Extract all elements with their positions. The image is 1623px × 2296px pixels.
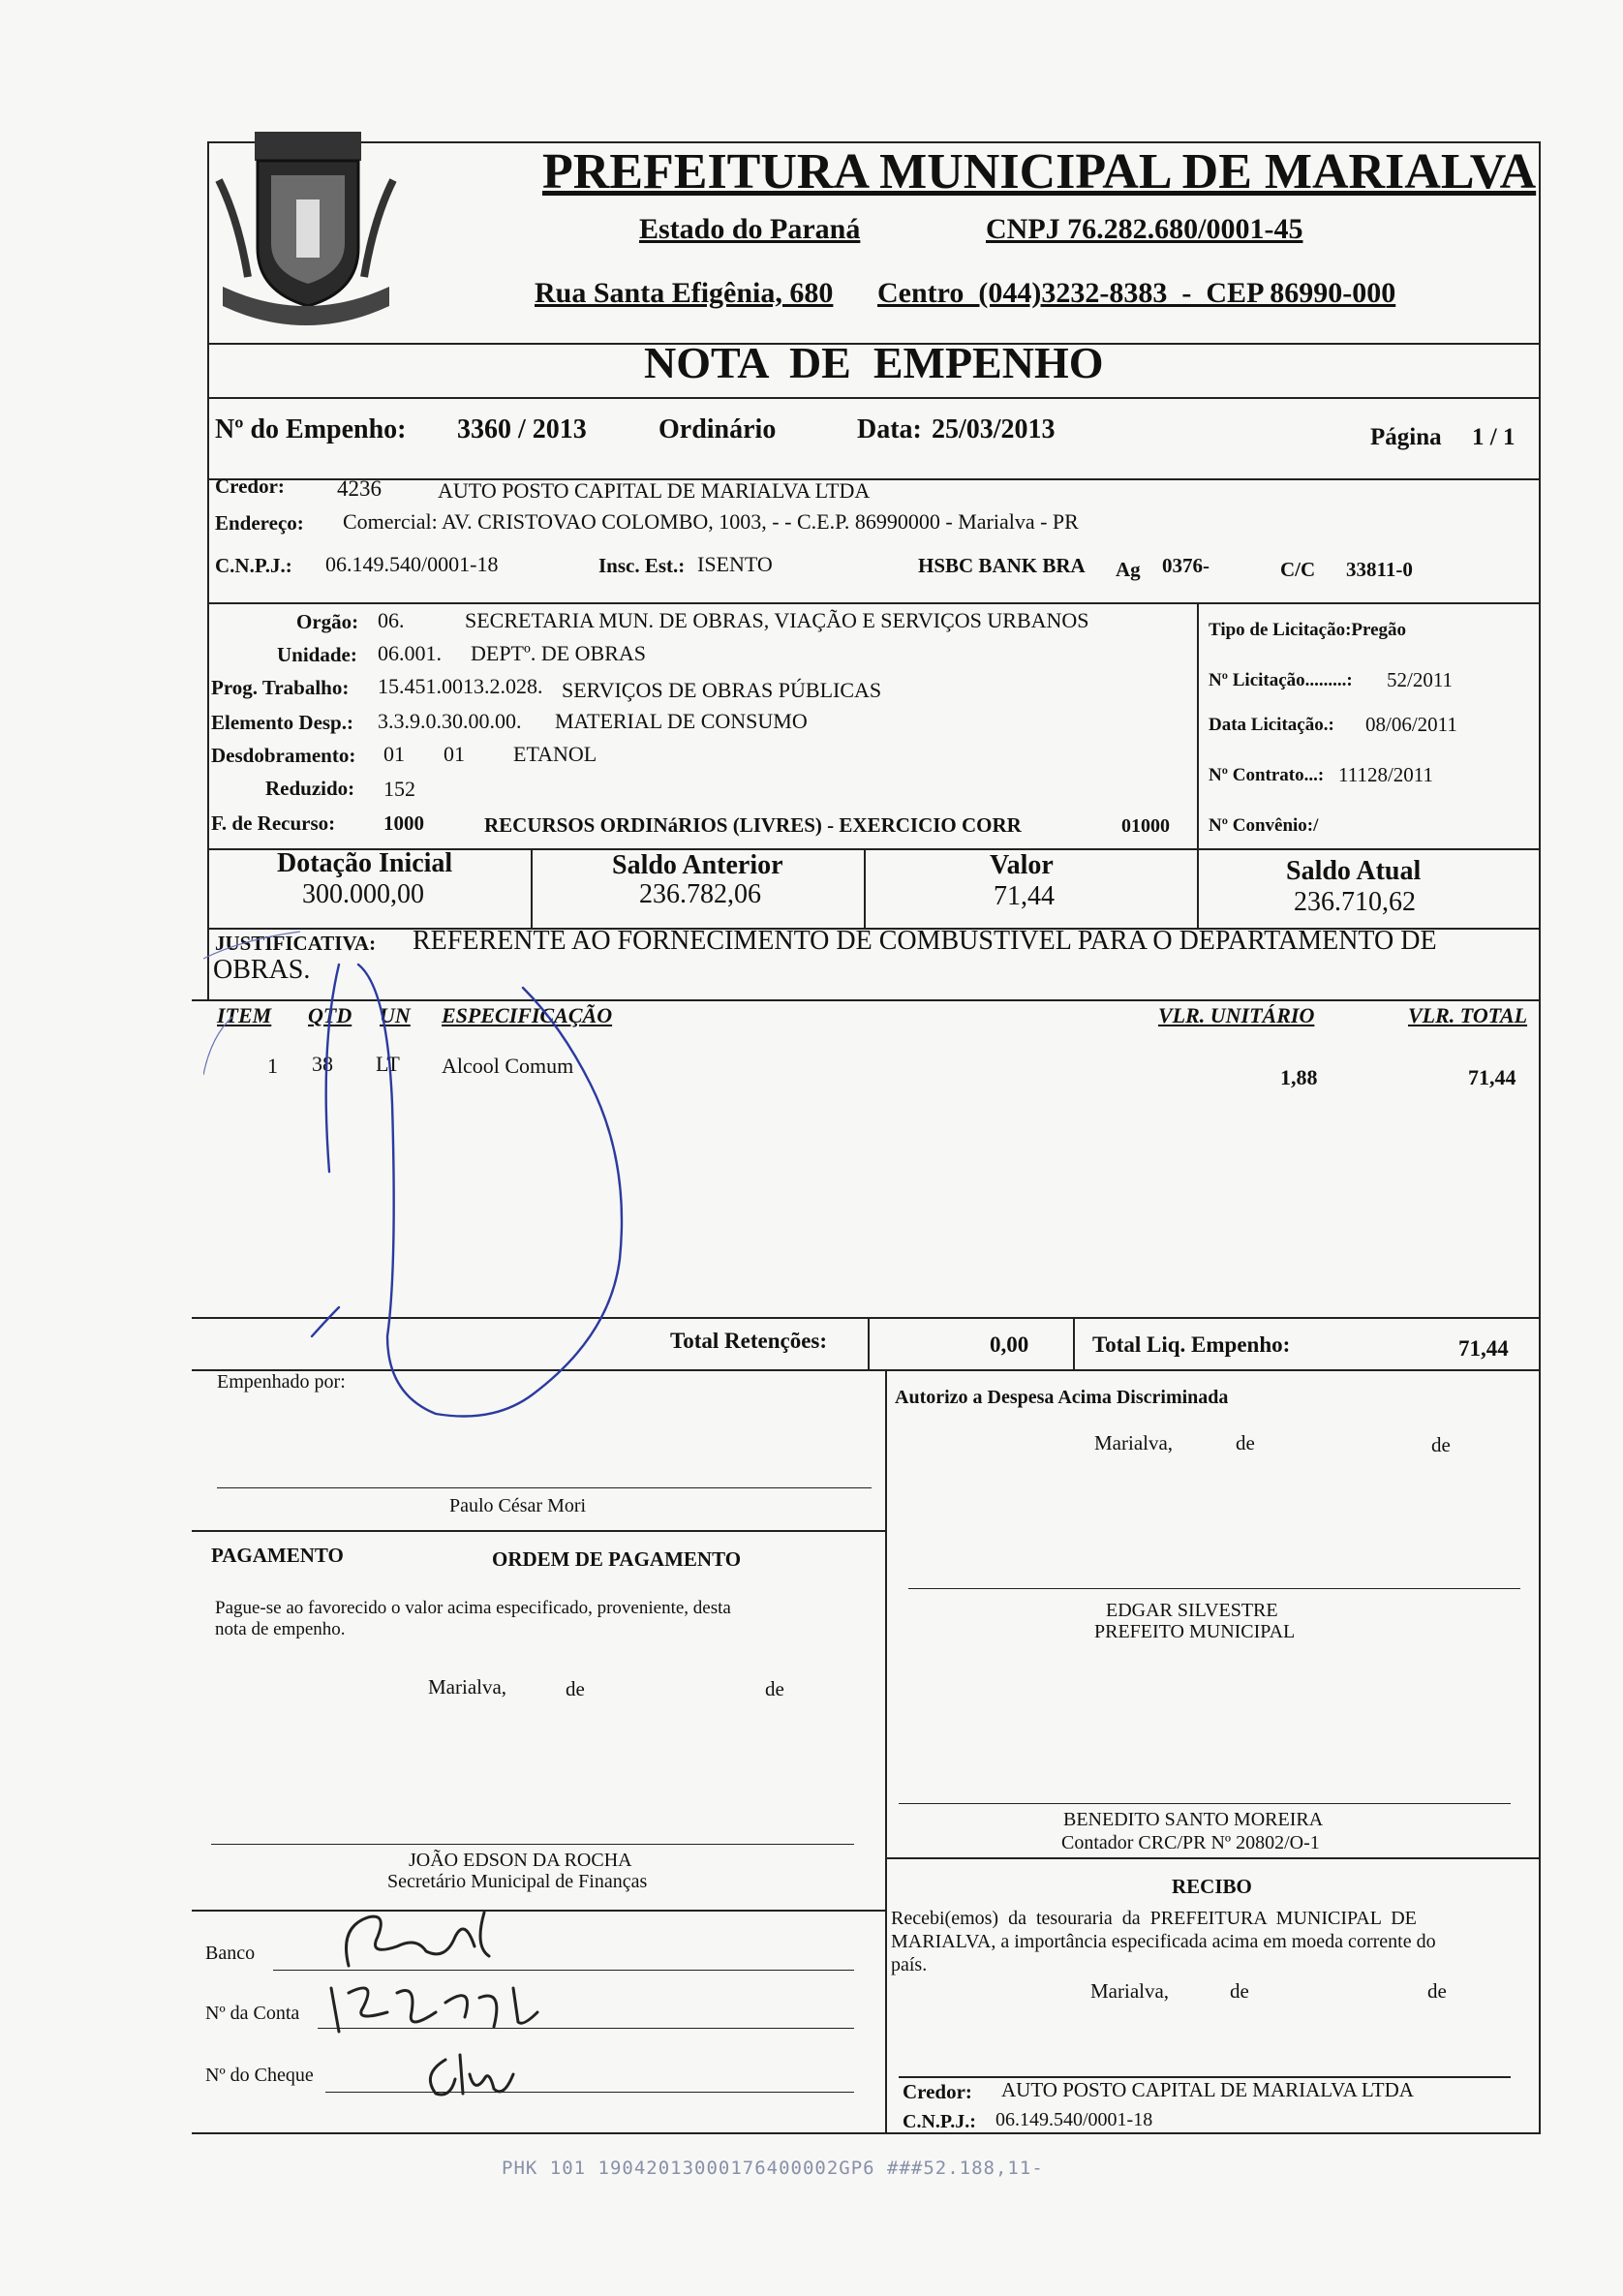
- licitacao-numero-label: Nº Licitação.........:: [1209, 670, 1353, 690]
- dotacao-label: Dotação Inicial: [277, 848, 453, 878]
- contrato-value: 11128/2011: [1338, 763, 1433, 786]
- contrato-label: Nº Contrato...:: [1209, 765, 1325, 785]
- recibo-de2: de: [1427, 1979, 1447, 2003]
- agency-label: Ag: [1116, 558, 1141, 581]
- saldo-atual-label: Saldo Atual: [1286, 856, 1422, 886]
- orgao-name: SECRETARIA MUN. DE OBRAS, VIAÇÃO E SERVIÇOS URBANOS: [465, 608, 1089, 632]
- contador-signature-line: [899, 1803, 1511, 1804]
- licitacao-numero: 52/2011: [1387, 668, 1454, 691]
- row-unit: 1,88: [1280, 1065, 1318, 1089]
- credor-cnpj-label: C.N.P.J.:: [215, 554, 292, 577]
- row-qtd: 38: [312, 1052, 333, 1076]
- recibo-cnpj: 06.149.540/0001-18: [995, 2109, 1153, 2130]
- prefeito-name: EDGAR SILVESTRE: [1106, 1600, 1278, 1621]
- elemento-code: 3.3.9.0.30.00.00.: [378, 709, 522, 733]
- banco-handwriting-icon: [329, 1908, 504, 1975]
- prog-code: 15.451.0013.2.028.: [378, 674, 543, 698]
- convenio-label: Nº Convênio:/: [1209, 815, 1319, 836]
- account-label: C/C: [1280, 558, 1316, 581]
- liquido-label: Total Liq. Empenho:: [1092, 1332, 1291, 1357]
- prefeito-signature-line: [908, 1588, 1520, 1589]
- credor-label: Credor:: [215, 475, 285, 498]
- recibo-credor: AUTO POSTO CAPITAL DE MARIALVA LTDA: [1001, 2078, 1414, 2101]
- city-cnpj: CNPJ 76.282.680/0001-45: [986, 213, 1303, 245]
- credor-name: AUTO POSTO CAPITAL DE MARIALVA LTDA: [438, 478, 871, 503]
- agency-value: 0376-: [1162, 554, 1210, 577]
- empenhado-label: Empenhado por:: [217, 1371, 346, 1393]
- credor-code: 4236: [337, 476, 382, 501]
- totals-divider-2: [1073, 1317, 1075, 1371]
- justificativa-label: JUSTIFICATIVA:: [215, 932, 377, 955]
- cheque-field-line[interactable]: [325, 2092, 854, 2093]
- dotacao-value: 300.000,00: [302, 879, 424, 909]
- empenhado-name: Paulo César Mori: [449, 1495, 587, 1516]
- empenho-date: 25/03/2013: [932, 414, 1056, 444]
- saldo-divider-3: [1197, 848, 1199, 930]
- row-spec: Alcool Comum: [442, 1054, 574, 1078]
- recibo-city: Marialva,: [1090, 1979, 1170, 2003]
- col-spec: ESPECIFICAÇÃO: [442, 1003, 613, 1027]
- recibo-text-2: MARIALVA, a importância especificada acima em moeda corrente do: [891, 1931, 1436, 1952]
- unidade-code: 06.001.: [378, 641, 442, 665]
- insc-label: Insc. Est.:: [598, 554, 686, 577]
- saldo-divider-2: [864, 848, 866, 930]
- address-label: Endereço:: [215, 511, 304, 535]
- contador-role: Contador CRC/PR Nº 20802/O-1: [1061, 1832, 1320, 1853]
- licitacao-divider: [1197, 602, 1199, 850]
- licitacao-tipo: Tipo de Licitação:Pregão: [1209, 620, 1407, 640]
- cheque-label: Nº do Cheque: [205, 2065, 314, 2086]
- col-qtd: QTD: [308, 1003, 352, 1027]
- saldo-divider-1: [531, 848, 533, 930]
- recurso-code: 1000: [383, 811, 424, 835]
- lower-center-divider: [885, 1369, 887, 2134]
- empenho-date-label: Data:: [857, 414, 922, 444]
- col-un: UN: [380, 1003, 411, 1027]
- footer-code: PHK 101 19042013000176400002GP6 ###52.188,11-: [502, 2158, 1044, 2179]
- account-value: 33811-0: [1346, 558, 1413, 581]
- pagamento-de2: de: [765, 1677, 784, 1700]
- col-unit: VLR. UNITÁRIO: [1158, 1003, 1315, 1027]
- unidade-name: DEPTº. DE OBRAS: [471, 641, 647, 665]
- reduzido-label: Reduzido:: [265, 777, 355, 800]
- prog-label: Prog. Trabalho:: [211, 676, 350, 699]
- recibo-text-3: país.: [891, 1954, 928, 1975]
- conta-handwriting-icon: [320, 1974, 542, 2041]
- empenho-type: Ordinário: [658, 414, 777, 444]
- justificativa-text: REFERENTE AO FORNECIMENTO DE COMBUSTIVEL PARA O DEPARTAMENTO DE: [413, 926, 1437, 956]
- recibo-cnpj-label: C.N.P.J.:: [903, 2111, 976, 2132]
- pagamento-label: PAGAMENTO: [211, 1544, 344, 1567]
- desdobramento-a: 01: [383, 742, 405, 766]
- banco-section-divider: [192, 1910, 885, 1912]
- ordem-pagamento-label: ORDEM DE PAGAMENTO: [492, 1547, 742, 1571]
- unidade-label: Unidade:: [277, 643, 357, 666]
- insc-value: ISENTO: [697, 552, 773, 576]
- recurso-name: RECURSOS ORDINáRIOS (LIVRES) - EXERCICIO CORR: [484, 813, 1022, 837]
- recibo-text-1: Recebi(emos) da tesouraria da PREFEITURA MUNICIPAL DE: [891, 1908, 1417, 1929]
- pagamento-text-1: Pague-se ao favorecido o valor acima especificado, proveniente, desta: [215, 1598, 731, 1618]
- blue-pen-loop-icon: [203, 930, 629, 1472]
- conta-label: Nº da Conta: [205, 2003, 300, 2024]
- licitacao-data-label: Data Licitação.:: [1209, 715, 1334, 735]
- recibo-title: RECIBO: [1172, 1875, 1252, 1898]
- saldo-anterior-label: Saldo Anterior: [612, 850, 783, 880]
- row-item: 1: [267, 1054, 278, 1078]
- recibo-de1: de: [1230, 1979, 1249, 2003]
- prog-name: SERVIÇOS DE OBRAS PÚBLICAS: [562, 678, 882, 702]
- elemento-label: Elemento Desp.:: [211, 711, 353, 734]
- lower-left-divider: [192, 1530, 885, 1532]
- liquido-value: 71,44: [1458, 1336, 1509, 1361]
- reduzido-value: 152: [383, 777, 415, 801]
- financas-name: JOÃO EDSON DA ROCHA: [409, 1850, 632, 1871]
- licitacao-data: 08/06/2011: [1365, 713, 1457, 736]
- row-total: 71,44: [1468, 1065, 1516, 1089]
- desdobramento-name: ETANOL: [513, 742, 597, 766]
- autorizo-de2: de: [1431, 1433, 1451, 1456]
- retencoes-label: Total Retenções:: [670, 1329, 828, 1353]
- credor-frame: [207, 478, 1541, 604]
- credor-address: Comercial: AV. CRISTOVAO COLOMBO, 1003, - - C.E.P. 86990000 - Marialva - PR: [343, 509, 1079, 534]
- row-un: LT: [376, 1052, 400, 1076]
- contador-name: BENEDITO SANTO MOREIRA: [1063, 1809, 1324, 1830]
- valor-label: Valor: [990, 850, 1054, 880]
- page-number: 1 / 1: [1472, 424, 1516, 450]
- col-item: ITEM: [217, 1003, 272, 1027]
- pagamento-text-2: nota de empenho.: [215, 1619, 346, 1639]
- autorizo-city: Marialva,: [1094, 1431, 1174, 1454]
- coat-of-arms-icon: [211, 122, 401, 337]
- autorizo-de1: de: [1236, 1431, 1255, 1454]
- totals-divider-1: [868, 1317, 870, 1371]
- street-address: Rua Santa Efigênia, 680: [535, 277, 834, 309]
- recurso-label: F. de Recurso:: [211, 811, 336, 835]
- justificativa-text2: OBRAS.: [213, 955, 311, 985]
- contact-info: Centro (044)3232-8383 - CEP 86990-000: [877, 277, 1396, 309]
- recibo-divider: [885, 1857, 1541, 1859]
- pagamento-city: Marialva,: [428, 1675, 507, 1699]
- state-label: Estado do Paraná: [639, 213, 861, 245]
- elemento-name: MATERIAL DE CONSUMO: [555, 709, 808, 733]
- document-title: NOTA DE EMPENHO: [644, 338, 1104, 387]
- orgao-label: Orgão:: [296, 610, 359, 633]
- empenhado-signature-line: [217, 1487, 872, 1488]
- retencoes-value: 0,00: [990, 1332, 1029, 1357]
- autorizo-title: Autorizo a Despesa Acima Discriminada: [895, 1387, 1229, 1408]
- municipality-title: PREFEITURA MUNICIPAL DE MARIALVA: [542, 144, 1537, 199]
- recibo-credor-label: Credor:: [903, 2080, 972, 2103]
- saldo-atual-value: 236.710,62: [1294, 887, 1416, 917]
- financas-role: Secretário Municipal de Finanças: [387, 1871, 648, 1892]
- desdobramento-label: Desdobramento:: [211, 744, 356, 767]
- financas-signature-line: [211, 1844, 854, 1845]
- col-total: VLR. TOTAL: [1408, 1003, 1528, 1027]
- cheque-handwriting-icon: [416, 2045, 523, 2103]
- bank-name: HSBC BANK BRA: [918, 554, 1086, 577]
- empenho-number-label: Nº do Empenho:: [215, 414, 407, 444]
- desdobramento-b: 01: [444, 742, 465, 766]
- saldo-anterior-value: 236.782,06: [639, 879, 761, 909]
- valor-value: 71,44: [994, 881, 1055, 911]
- credor-cnpj: 06.149.540/0001-18: [325, 552, 499, 576]
- pagamento-de1: de: [566, 1677, 585, 1700]
- empenho-number: 3360 / 2013: [457, 414, 587, 444]
- recurso-sub: 01000: [1121, 815, 1170, 837]
- banco-label: Banco: [205, 1943, 256, 1964]
- orgao-code: 06.: [378, 608, 405, 632]
- page-label: Página: [1370, 424, 1442, 450]
- prefeito-role: PREFEITO MUNICIPAL: [1094, 1621, 1296, 1642]
